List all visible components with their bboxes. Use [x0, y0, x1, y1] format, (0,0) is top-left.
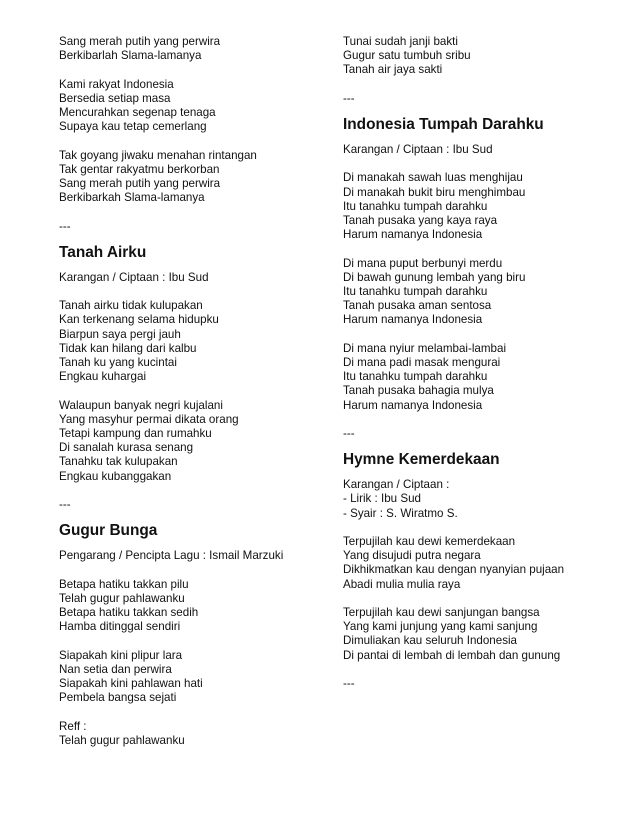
lyric-line: Biarpun saya pergi jauh — [59, 327, 181, 341]
stanza — [59, 78, 329, 135]
lyric-line: Sang merah putih yang perwira — [59, 177, 221, 190]
lyric-line: Nan setia dan perwira — [59, 662, 172, 676]
lyric-line: Supaya kau tetap cemerlang — [59, 120, 207, 134]
lyric-line: Kan terkenang selama hidupku — [59, 313, 219, 327]
lyric-line: Tak goyang jiwaku menahan rintangan — [59, 148, 257, 162]
lyric-line: Yang masyhur permai dikata orang — [59, 412, 239, 426]
stanza — [343, 342, 623, 413]
credit-line: - Lirik : Ibu Sud — [343, 492, 421, 506]
lyric-line: Tanah airku tidak kulupakan — [59, 299, 203, 313]
song-credit: Karangan / Ciptaan : Ibu Sud — [59, 270, 209, 284]
stanza — [59, 649, 329, 706]
lyric-line: Siapakah kini plipur lara — [59, 648, 183, 662]
song-title: Hymne Kemerdekaan — [343, 451, 500, 469]
lyric-line: Siapakah kini pahlawan hati — [59, 677, 203, 690]
separator: --- — [59, 219, 71, 233]
lyric-line: Tanah ku yang kucintai — [59, 356, 177, 369]
stanza — [343, 171, 623, 242]
lyric-line: Abadi mulia mulia raya — [343, 577, 461, 591]
song-credit: Pengarang / Pencipta Lagu : Ismail Marzuki — [59, 549, 284, 563]
lyric-line: Di mana nyiur melambai-lambai — [343, 341, 507, 355]
lyric-line: Tidak kan hilang dari kalbu — [59, 341, 197, 355]
lyric-line: Tanah pusaka yang kaya raya — [343, 214, 498, 227]
lyric-line: Di sanalah kurasa senang — [59, 441, 194, 455]
lyric-line: Di bawah gunung lembah yang biru — [343, 270, 526, 284]
lyric-line: Betapa hatiku takkan sedih — [59, 606, 199, 619]
lyric-line: Pembela bangsa sejati — [59, 691, 177, 705]
lyric-line: Kami rakyat Indonesia — [59, 77, 174, 91]
lyric-line: Gugur satu tumbuh sribu — [343, 49, 471, 63]
lyric-line: Betapa hatiku takkan pilu — [59, 577, 189, 591]
separator: --- — [343, 91, 355, 105]
lyric-line: Terpujilah kau dewi sanjungan bangsa — [343, 606, 540, 619]
lyric-line: Di pantai di lembah di lembah dan gunung — [343, 648, 561, 662]
lyric-line: Itu tanahku tumpah darahku — [343, 285, 488, 298]
lyric-line: Telah gugur pahlawanku — [59, 733, 185, 747]
lyric-line: Itu tanahku tumpah darahku — [343, 199, 488, 213]
lyric-line: Sang merah putih yang perwira — [59, 35, 221, 48]
song-title: Tanah Airku — [59, 243, 147, 261]
song-credit — [343, 478, 623, 521]
lyric-line: Berkibarkah Slama-lamanya — [59, 191, 205, 205]
separator: --- — [343, 427, 355, 440]
lyric-line: Tetapi kampung dan rumahku — [59, 427, 212, 440]
lyric-line: Di manakah bukit biru menghimbau — [343, 185, 526, 199]
lyric-line: Tanah pusaka aman sentosa — [343, 299, 492, 313]
credit-line: - Syair : S. Wiratmo S. — [343, 506, 458, 520]
stanza — [343, 35, 623, 78]
lyric-line: Tanah air jaya sakti — [343, 63, 443, 77]
lyric-line: Tunai sudah janji bakti — [343, 35, 458, 48]
lyric-line: Engkau kuhargai — [59, 370, 147, 384]
lyric-line: Harum namanya Indonesia — [343, 398, 483, 412]
lyric-line: Harum namanya Indonesia — [343, 228, 483, 242]
lyric-line: Berkibarlah Slama-lamanya — [59, 49, 202, 63]
lyric-line: Walaupun banyak negri kujalani — [59, 398, 223, 412]
lyric-line: Telah gugur pahlawanku — [59, 591, 185, 605]
song-credit: Karangan / Ciptaan : Ibu Sud — [343, 143, 493, 156]
stanza — [59, 35, 329, 63]
stanza — [343, 535, 623, 592]
lyric-line: Harum namanya Indonesia — [343, 313, 483, 327]
right-column — [343, 35, 623, 691]
lyric-line: Yang disujudi putra negara — [343, 549, 481, 563]
credit-line: Karangan / Ciptaan : — [343, 478, 450, 492]
separator: --- — [343, 677, 355, 690]
separator: --- — [59, 498, 71, 511]
song-title: Gugur Bunga — [59, 522, 158, 540]
lyric-line: Engkau kubanggakan — [59, 469, 172, 483]
lyric-line: Di manakah sawah luas menghijau — [343, 171, 523, 185]
lyric-line: Tanahku tak kulupakan — [59, 455, 178, 469]
stanza — [59, 299, 329, 384]
lyric-line: Tanah pusaka bahagia mulya — [343, 384, 494, 398]
lyric-line: Di mana padi masak mengurai — [343, 356, 501, 369]
lyric-line: Di mana puput berbunyi merdu — [343, 256, 503, 270]
stanza — [343, 257, 623, 328]
lyric-line: Mencurahkan segenap tenaga — [59, 106, 216, 119]
lyric-line: Dikhikmatkan kau dengan nyanyian pujaan — [343, 563, 565, 577]
lyric-line: Terpujilah kau dewi kemerdekaan — [343, 535, 516, 548]
stanza — [343, 606, 623, 663]
stanza — [59, 149, 329, 206]
lyric-line: Bersedia setiap masa — [59, 91, 171, 105]
stanza — [59, 720, 329, 748]
lyric-line: Itu tanahku tumpah darahku — [343, 370, 488, 384]
left-column — [59, 35, 329, 748]
stanza — [59, 578, 329, 635]
song-title: Indonesia Tumpah Darahku — [343, 116, 544, 133]
lyric-line: Yang kami junjung yang kami sanjung — [343, 620, 538, 634]
lyric-line: Hamba ditinggal sendiri — [59, 620, 181, 634]
reff-label: Reff : — [59, 719, 87, 733]
stanza — [59, 399, 329, 484]
lyric-line: Tak gentar rakyatmu berkorban — [59, 162, 220, 176]
lyric-line: Dimuliakan kau seluruh Indonesia — [343, 634, 518, 648]
